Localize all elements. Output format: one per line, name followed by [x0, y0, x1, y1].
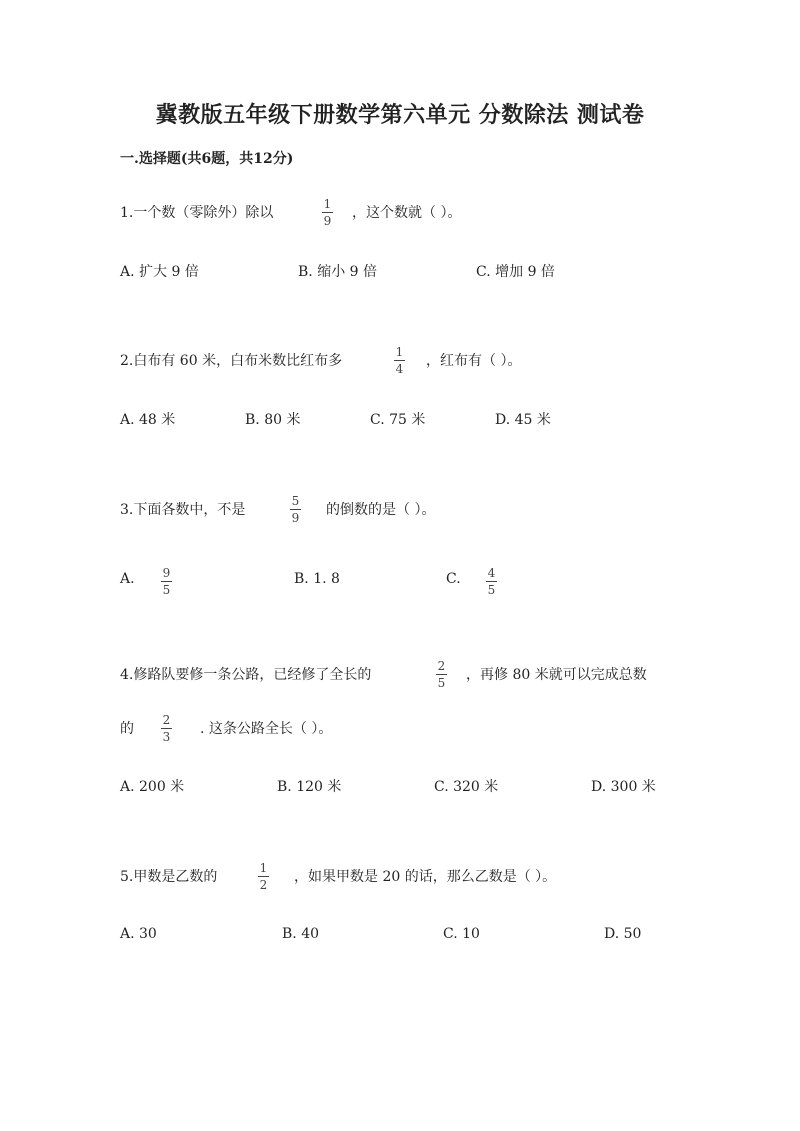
option-c-fraction — [486, 566, 497, 597]
fraction-numerator: 5 — [291, 494, 300, 508]
fraction-bar — [436, 674, 447, 675]
option-c[interactable]: C. 75 米 — [370, 412, 426, 428]
fraction-denominator: 5 — [162, 583, 171, 597]
option-b[interactable]: B. 1. 8 — [294, 571, 340, 587]
fraction-denominator: 2 — [259, 878, 268, 892]
fraction-bar — [161, 728, 172, 729]
fraction-numerator: 1 — [323, 197, 332, 211]
question-3-text: 3.下面各数中，不是 — [120, 502, 246, 518]
option-b[interactable]: B. 缩小 9 倍 — [298, 264, 377, 280]
option-b[interactable]: B. 80 米 — [245, 412, 301, 428]
fraction-bar — [161, 581, 172, 582]
option-a[interactable]: A. 200 米 — [120, 779, 185, 795]
option-c[interactable]: C. 320 米 — [434, 779, 499, 795]
question-1-fraction — [322, 197, 333, 228]
fraction-bar — [394, 360, 405, 361]
question-5-text: 5.甲数是乙数的 — [120, 869, 218, 885]
fraction-numerator: 2 — [437, 659, 446, 673]
option-a[interactable]: A. — [120, 571, 135, 587]
question-4-fraction — [436, 659, 447, 690]
fraction-numerator: 4 — [487, 566, 496, 580]
fraction-denominator: 9 — [291, 511, 300, 525]
option-d[interactable]: D. 300 米 — [591, 779, 656, 795]
option-d[interactable]: D. 45 米 — [495, 412, 551, 428]
question-3-text-after: 的倒数的是（ ）。 — [326, 502, 436, 518]
fraction-denominator: 5 — [437, 676, 446, 690]
fraction-numerator: 9 — [162, 566, 171, 580]
option-a-fraction — [161, 566, 172, 597]
question-2-text: 2.白布有 60 米，白布米数比红布多 — [120, 353, 343, 369]
question-4-text-after: ，再修 80 米就可以完成总数 — [466, 667, 647, 683]
page-title: 冀教版五年级下册数学第六单元 分数除法 测试卷 — [155, 102, 645, 128]
option-a[interactable]: A. 30 — [120, 926, 157, 942]
option-b[interactable]: B. 120 米 — [277, 779, 342, 795]
section-heading: 一.选择题(共6题，共12分) — [120, 151, 294, 167]
question-2-fraction — [394, 345, 405, 376]
question-4-text: 4.修路队要修一条公路，已经修了全长的 — [120, 667, 372, 683]
fraction-numerator: 1 — [395, 345, 404, 359]
question-1-text: 1.一个数（零除外）除以 — [120, 205, 274, 221]
question-1-text-after: ，这个数就（ ）。 — [352, 205, 462, 221]
fraction-denominator: 5 — [487, 583, 496, 597]
option-c[interactable]: C. 增加 9 倍 — [476, 264, 555, 280]
fraction-bar — [290, 509, 301, 510]
option-c[interactable]: C. — [446, 571, 461, 587]
option-b[interactable]: B. 40 — [282, 926, 320, 942]
option-a[interactable]: A. 48 米 — [120, 412, 176, 428]
fraction-denominator: 3 — [162, 730, 171, 744]
question-4-fraction-2 — [161, 713, 172, 744]
question-5-fraction — [258, 861, 269, 892]
question-4-text-line2: 的 — [120, 721, 134, 737]
fraction-bar — [258, 876, 269, 877]
fraction-denominator: 9 — [323, 214, 332, 228]
question-5-text-after: ，如果甲数是 20 的话，那么乙数是（ ）。 — [294, 869, 557, 885]
question-3-fraction — [290, 494, 301, 525]
fraction-bar — [486, 581, 497, 582]
option-d[interactable]: D. 50 — [604, 926, 642, 942]
question-4-text-line2-after: . 这条公路全长（ ）。 — [200, 721, 333, 737]
fraction-numerator: 1 — [259, 861, 268, 875]
option-c[interactable]: C. 10 — [443, 926, 480, 942]
fraction-bar — [322, 212, 333, 213]
question-2-text-after: ，红布有（ ）。 — [426, 353, 522, 369]
fraction-numerator: 2 — [162, 713, 171, 727]
option-a[interactable]: A. 扩大 9 倍 — [120, 264, 199, 280]
fraction-denominator: 4 — [395, 362, 404, 376]
